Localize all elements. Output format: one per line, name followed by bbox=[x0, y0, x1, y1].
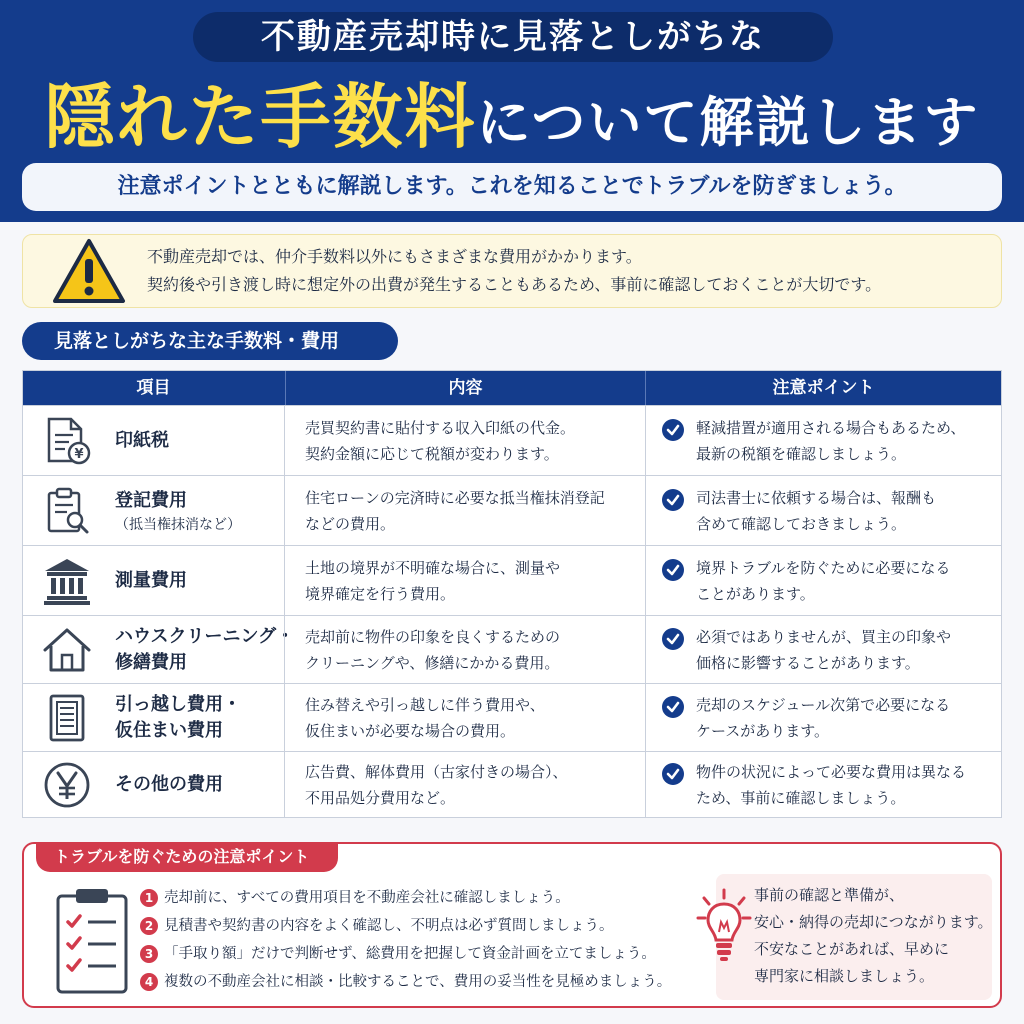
row-item-name-line-2: 仮住まい費用 bbox=[115, 720, 223, 741]
row-point-cell bbox=[645, 752, 1001, 817]
warning-line-2: 契約後や引き渡し時に想定外の出費が発生することもあるため、事前に確認しておくことが大切です。 bbox=[147, 275, 882, 294]
row-item-cell bbox=[23, 684, 284, 751]
row-item-name-line-1: 引っ越し費用・ bbox=[115, 694, 241, 715]
table-row bbox=[23, 683, 1001, 751]
advice-line-1: 事前の確認と準備が、 bbox=[754, 886, 905, 904]
check-circle-icon bbox=[662, 628, 684, 650]
tips-box-title: トラブルを防ぐための注意ポイント bbox=[36, 842, 338, 872]
row-item-name-sub: （抵当権抹消など） bbox=[115, 517, 241, 533]
row-content-line-2: 契約金額に応じて税額が変わります。 bbox=[305, 445, 559, 463]
column-header-content: 内容 bbox=[285, 371, 645, 405]
row-content-cell bbox=[284, 684, 645, 751]
tip-item bbox=[140, 940, 700, 968]
row-content-cell bbox=[284, 476, 645, 545]
row-item-name bbox=[115, 624, 294, 676]
row-content-line-1: 土地の境界が不明確な場合に、測量や bbox=[305, 559, 561, 577]
row-item-name bbox=[115, 488, 241, 536]
row-content-line-1: 売却前に物件の印象を良くするための bbox=[305, 628, 561, 646]
advice-line-4: 専門家に相談しましょう。 bbox=[754, 967, 935, 985]
table-row bbox=[23, 751, 1001, 817]
row-content-line-2: 境界確定を行う費用。 bbox=[305, 585, 456, 603]
stamp-tax-document-icon bbox=[41, 415, 93, 467]
advice-line-2: 安心・納得の売却につながります。 bbox=[754, 913, 993, 931]
check-circle-icon bbox=[662, 489, 684, 511]
table-row bbox=[23, 615, 1001, 683]
warning-text bbox=[147, 243, 997, 299]
warning-box bbox=[22, 234, 1002, 308]
check-circle-icon bbox=[662, 559, 684, 581]
check-circle-icon bbox=[662, 763, 684, 785]
svg-text:¥: ¥ bbox=[74, 447, 84, 462]
row-point-line-2: 含めて確認しておきましょう。 bbox=[696, 515, 907, 533]
check-circle-icon bbox=[662, 419, 684, 441]
row-content-line-1: 売買契約書に貼付する収入印紙の代金。 bbox=[305, 419, 576, 437]
title-highlight: 隠れた手数料 bbox=[44, 76, 477, 158]
clipboard-search-icon bbox=[41, 485, 93, 537]
row-content-cell bbox=[284, 752, 645, 817]
tip-item bbox=[140, 884, 700, 912]
fees-table bbox=[22, 370, 1002, 818]
row-item-name-line-1: ハウスクリーニング・ bbox=[115, 626, 295, 647]
house-icon bbox=[41, 624, 93, 676]
tip-text: 「手取り額」だけで判断せず、総費用を把握して資金計画を立てましょう。 bbox=[164, 946, 656, 962]
row-item-cell bbox=[23, 546, 284, 615]
row-point-line-2: ケースがあります。 bbox=[696, 722, 830, 740]
row-point-line-2: ことがあります。 bbox=[696, 585, 815, 603]
row-item-cell bbox=[23, 476, 284, 545]
page-title bbox=[0, 72, 1024, 162]
row-point-line-1: 司法書士に依頼する場合は、報酬も bbox=[696, 489, 937, 507]
column-header-item: 項目 bbox=[136, 378, 171, 398]
tip-item bbox=[140, 912, 700, 940]
row-point-line-2: ため、事前に確認しましょう。 bbox=[696, 789, 906, 807]
tips-box bbox=[22, 842, 1002, 1008]
row-content-line-2: 仮住まいが必要な場合の費用。 bbox=[305, 722, 516, 740]
advice-text bbox=[754, 882, 993, 990]
row-content-cell bbox=[284, 616, 645, 683]
row-point-line-1: 軽減措置が適用される場合もあるため、 bbox=[696, 419, 966, 437]
table-header bbox=[23, 371, 1001, 405]
section-title: 見落としがちな主な手数料・費用 bbox=[22, 322, 398, 360]
title-rest: について解説します bbox=[476, 91, 980, 154]
row-item-cell bbox=[23, 752, 284, 817]
tip-item bbox=[140, 968, 700, 996]
row-point-cell bbox=[645, 684, 1001, 751]
tip-text: 複数の不動産会社に相談・比較することで、費用の妥当性を見極めましょう。 bbox=[164, 974, 672, 990]
tip-number: 2 bbox=[140, 917, 158, 935]
row-point-line-1: 必須ではありませんが、買主の印象や bbox=[696, 628, 952, 646]
tip-text: 売却前に、すべての費用項目を不動産会社に確認しましょう。 bbox=[164, 890, 570, 906]
advice-line-3: 不安なことがあれば、早めに bbox=[754, 940, 950, 958]
row-content-line-1: 広告費、解体費用（古家付きの場合）、 bbox=[305, 763, 568, 781]
row-item-name: 印紙税 bbox=[115, 430, 169, 451]
advice-panel bbox=[716, 874, 992, 1000]
row-item-name bbox=[115, 692, 241, 744]
row-content-cell bbox=[284, 406, 645, 475]
warning-line-1: 不動産売却では、仲介手数料以外にもさまざまな費用がかかります。 bbox=[147, 247, 642, 266]
tips-list bbox=[140, 884, 700, 996]
row-point-cell bbox=[645, 546, 1001, 615]
tip-text: 見積書や契約書の内容をよく確認し、不明点は必ず質問しましょう。 bbox=[164, 918, 614, 934]
row-content-line-2: などの費用。 bbox=[305, 515, 396, 533]
warning-triangle-icon bbox=[51, 237, 127, 305]
row-item-name: 測量費用 bbox=[115, 570, 187, 591]
row-item-cell bbox=[23, 406, 284, 475]
tip-number: 3 bbox=[140, 945, 158, 963]
lightbulb-icon bbox=[696, 888, 752, 968]
table-row bbox=[23, 545, 1001, 615]
subtitle: 注意ポイントとともに解説します。これを知ることでトラブルを防ぎましょう。 bbox=[22, 163, 1002, 211]
row-content-line-2: クリーニングや、修繕にかかる費用。 bbox=[305, 654, 560, 672]
row-point-line-2: 最新の税額を確認しましょう。 bbox=[696, 445, 907, 463]
row-item-name-line-2: 修繕費用 bbox=[115, 652, 187, 673]
row-content-line-2: 不用品処分費用など。 bbox=[305, 789, 456, 807]
header-banner bbox=[0, 0, 1024, 222]
row-content-line-1: 住み替えや引っ越しに伴う費用や、 bbox=[305, 696, 545, 714]
row-point-line-1: 境界トラブルを防ぐために必要になる bbox=[696, 559, 951, 577]
row-point-cell bbox=[645, 406, 1001, 475]
row-item-cell bbox=[23, 616, 295, 683]
table-row bbox=[23, 475, 1001, 545]
row-content-line-1: 住宅ローンの完済時に必要な抵当権抹消登記 bbox=[305, 489, 605, 507]
bank-building-icon bbox=[41, 555, 93, 607]
row-point-line-2: 価格に影響することがあります。 bbox=[696, 654, 920, 672]
yen-coin-icon bbox=[41, 759, 93, 811]
moving-boxes-icon bbox=[41, 692, 93, 744]
row-point-cell bbox=[645, 616, 1001, 683]
row-content-cell bbox=[284, 546, 645, 615]
checklist-clipboard-icon bbox=[52, 886, 132, 996]
row-item-name: その他の費用 bbox=[115, 774, 223, 795]
header-pill: 不動産売却時に見落としがちな bbox=[193, 12, 833, 62]
row-point-cell bbox=[645, 476, 1001, 545]
row-point-line-1: 物件の状況によって必要な費用は異なる bbox=[696, 763, 967, 781]
row-item-name-main: 登記費用 bbox=[115, 490, 187, 511]
row-point-line-1: 売却のスケジュール次第で必要になる bbox=[696, 696, 951, 714]
table-row bbox=[23, 405, 1001, 475]
tip-number: 1 bbox=[140, 889, 158, 907]
tip-number: 4 bbox=[140, 973, 158, 991]
column-header-point: 注意ポイント bbox=[645, 371, 1001, 405]
check-circle-icon bbox=[662, 696, 684, 718]
